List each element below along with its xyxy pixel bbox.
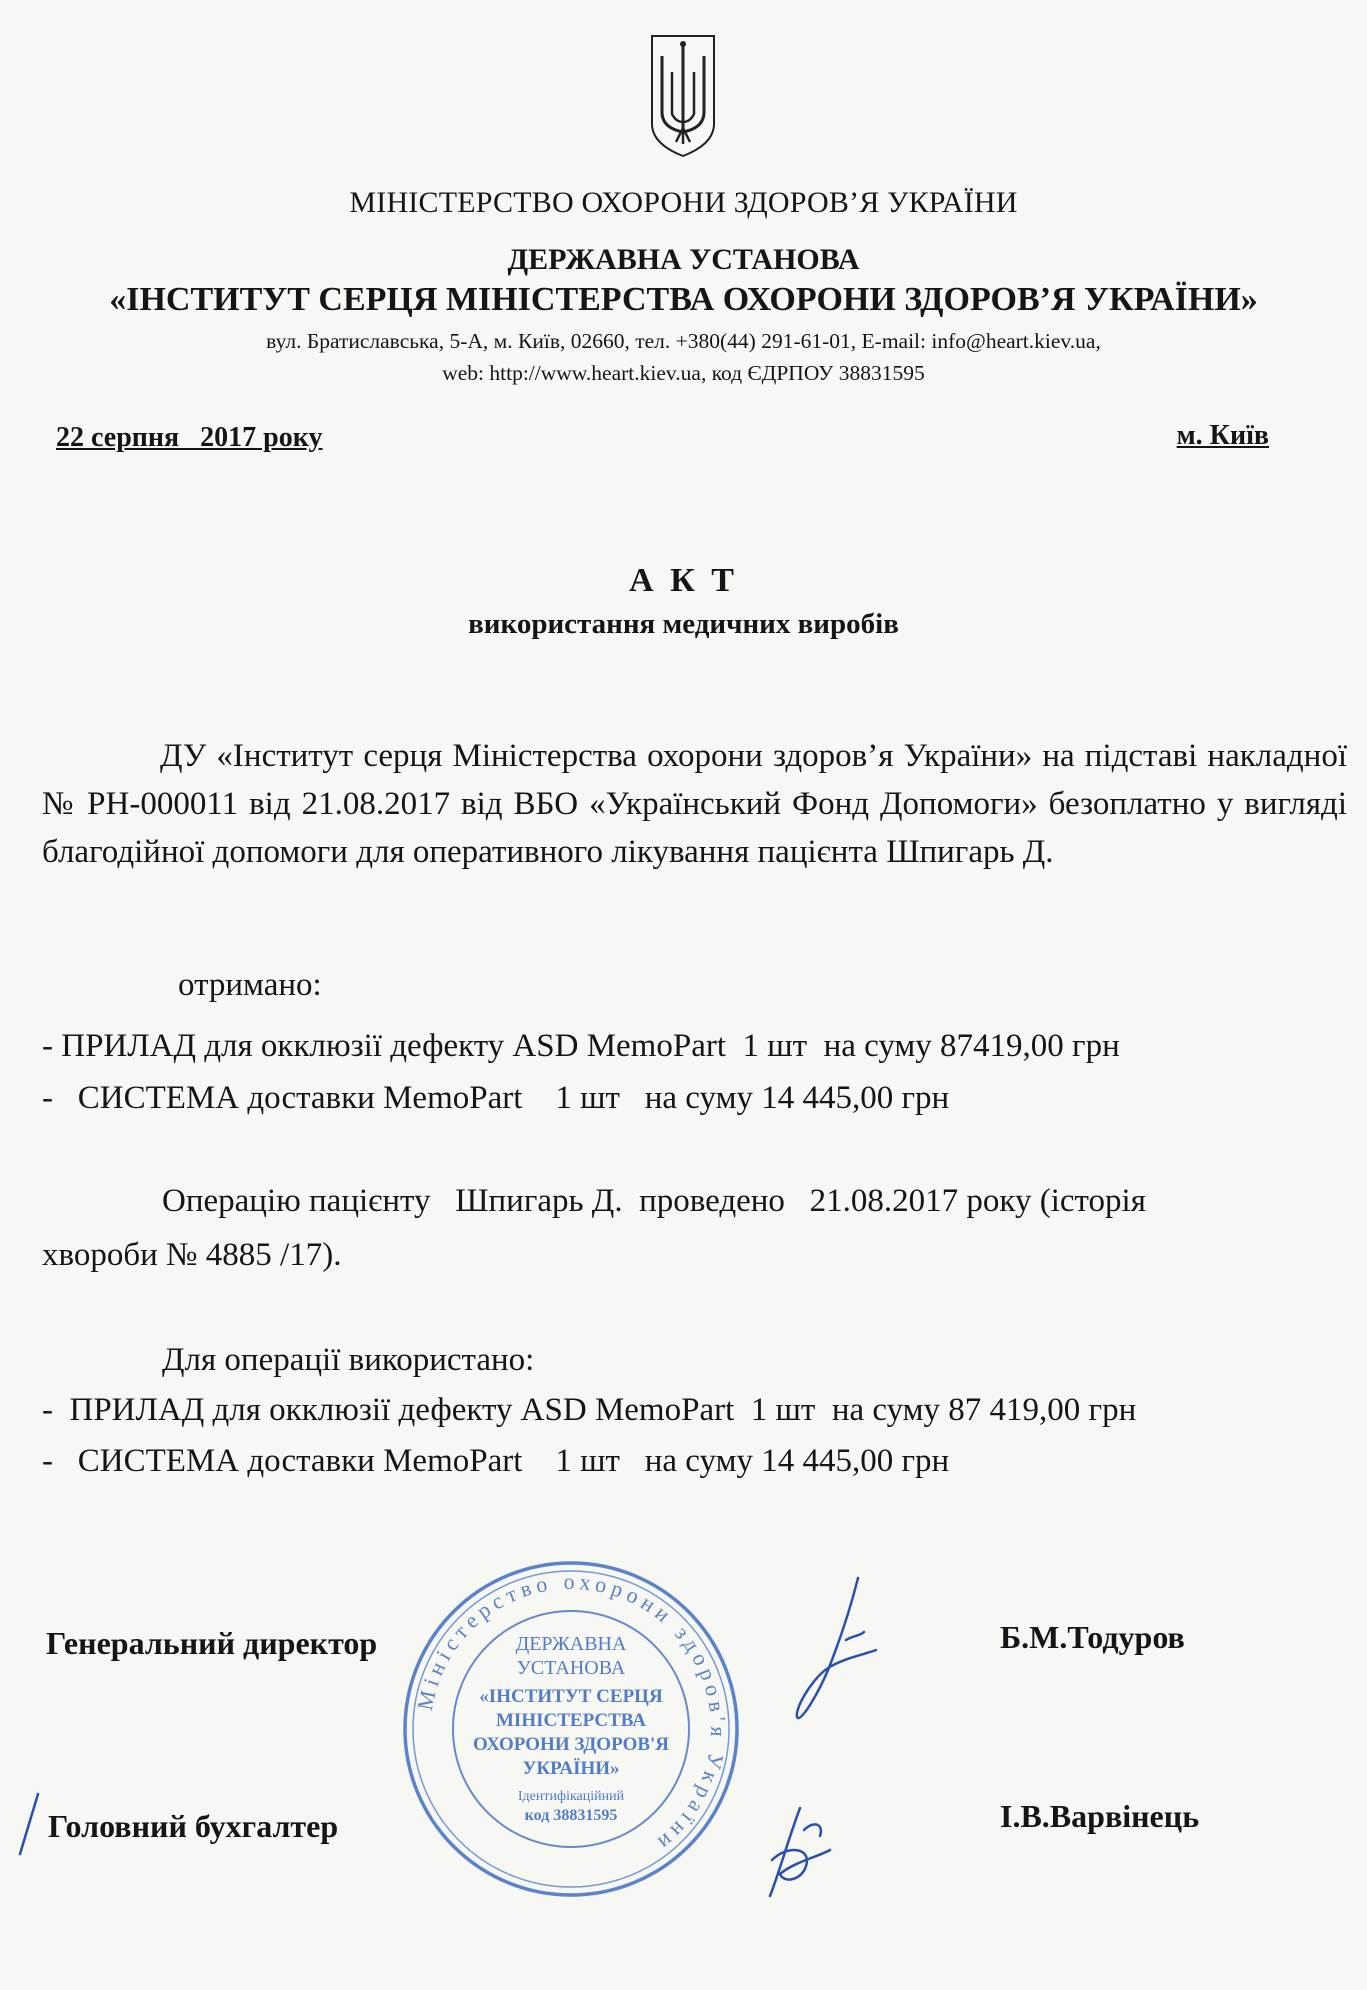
document-title: А К Т: [629, 562, 738, 599]
address-block: [0, 325, 1367, 389]
accountant-signature: [760, 1800, 840, 1910]
address-line-2: web: http://www.heart.kiev.ua, код ЄДРПОУ 38831595: [442, 361, 925, 385]
director-name: Б.М.Тодуров: [1000, 1619, 1185, 1655]
stamp-line-6: УКРАЇНИ»: [522, 1758, 620, 1779]
official-stamp: [398, 1556, 744, 1902]
coat-of-arms-icon: [648, 32, 718, 160]
received-item-2: - СИСТЕМА доставки MemoPart 1 шт на суму 14 445,00 грн: [42, 1080, 950, 1116]
received-item-1: - ПРИЛАД для окклюзії дефекту ASD MemoPart 1 шт на суму 87419,00 грн: [42, 1028, 1120, 1064]
director-title: Генеральний директор: [46, 1625, 378, 1661]
institution-name: «ІНСТИТУТ СЕРЦЯ МІНІСТЕРСТВА ОХОРОНИ ЗДОРОВ’Я УКРАЇНИ»: [109, 281, 1258, 318]
institution-type: ДЕРЖАВНА УСТАНОВА: [507, 243, 860, 276]
stamp-line-4: МІНІСТЕРСТВА: [496, 1710, 646, 1731]
stamp-line-5: ОХОРОНИ ЗДОРОВ'Я: [472, 1734, 670, 1755]
document-subtitle: використання медичних виробів: [468, 608, 899, 640]
document-city: м. Київ: [1176, 420, 1269, 451]
used-item-1: - ПРИЛАД для окклюзії дефекту ASD MemoPart 1 шт на суму 87 419,00 грн: [42, 1392, 1137, 1428]
stamp-ring-text: Міністерство охорони здоров'я України: [412, 1568, 732, 1859]
stamp-line-3: «ІНСТИТУТ СЕРЦЯ: [479, 1686, 663, 1707]
used-item-2: - СИСТЕМА доставки MemoPart 1 шт на суму 14 445,00 грн: [42, 1443, 950, 1479]
received-label: отримано:: [178, 967, 322, 1003]
stamp-line-8: код 38831595: [524, 1807, 618, 1824]
margin-mark: [14, 1790, 44, 1860]
ministry-name: МІНІСТЕРСТВО ОХОРОНИ ЗДОРОВ’Я УКРАЇНИ: [349, 186, 1018, 219]
accountant-title: Головний бухгалтер: [48, 1808, 339, 1844]
operation-line-2: хвороби № 4885 /17).: [42, 1237, 342, 1273]
used-label: Для операції використано:: [162, 1342, 535, 1378]
director-signature: [780, 1570, 900, 1730]
stamp-line-7: Ідентифікаційний: [517, 1789, 625, 1804]
stamp-line-2: УСТАНОВА: [516, 1657, 626, 1679]
accountant-name: І.В.Варвінець: [1000, 1798, 1200, 1834]
stamp-line-1: ДЕРЖАВНА: [515, 1633, 627, 1655]
address-line-1: вул. Братиславська, 5-А, м. Київ, 02660, тел. +380(44) 291-61-01, E-mail: info@heart.kiev.ua,: [266, 329, 1101, 353]
intro-paragraph: ДУ «Інститут серця Міністерства охорони здоров’я України» на підставі накладної № РН-000011 від 21.08.2017 від ВБО «Український Фонд Допомоги» безоплатно у вигляді благодійної допомоги для оперативного лікування пацієнта Шпигарь Д.: [42, 738, 1347, 870]
document-date: 22 серпня 2017 року: [56, 422, 323, 453]
operation-line-1: Операцію пацієнту Шпигарь Д. проведено 21.08.2017 року (історія: [162, 1183, 1146, 1219]
